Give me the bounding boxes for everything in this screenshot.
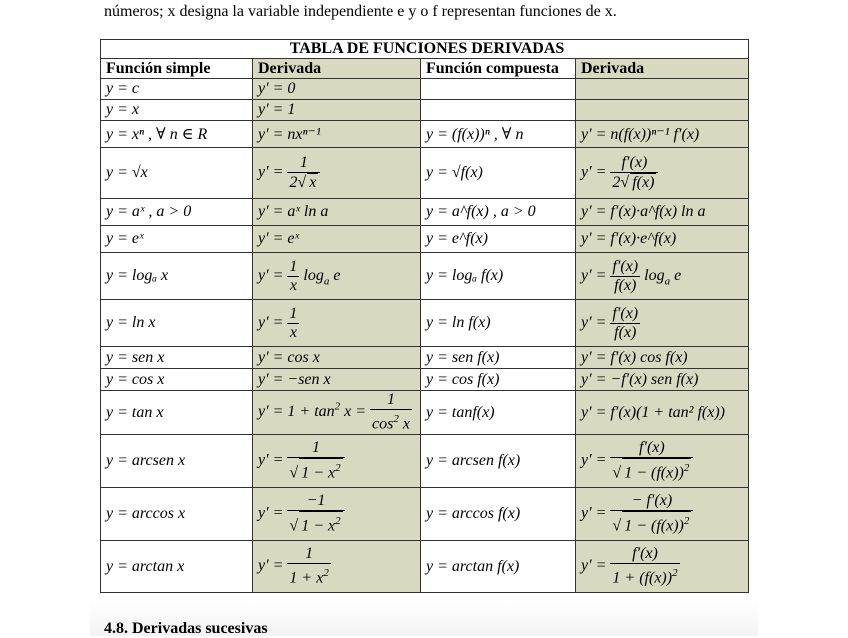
table-row [101, 391, 749, 435]
simple-function-cell: y = sen x [101, 347, 253, 369]
header-derivative: Derivada [253, 59, 421, 79]
simple-function-cell: y = eˣ [101, 226, 253, 253]
composite-function-cell: y = √f(x) [421, 148, 576, 199]
composite-function-cell: y = sen f(x) [421, 347, 576, 369]
table-body [101, 79, 749, 593]
header-simple-function: Función simple [101, 59, 253, 79]
derivative-cell: y′ = 1 [253, 100, 421, 121]
derivative-cell: y′ = $\frac{-1}{√ 1 - x^2}$ [253, 488, 421, 541]
table-row [101, 121, 749, 148]
simple-function-cell: y = x [101, 100, 253, 121]
composite-function-cell [421, 100, 576, 121]
intro-text: números; x designa la variable independiente e y o f representan funciones de x. [104, 3, 617, 20]
table-row [101, 79, 749, 100]
header-composite-derivative: Derivada [576, 59, 749, 79]
simple-function-cell: y = arctan x [101, 541, 253, 593]
derivative-cell: y′ = $\frac{1}{x}$ $\log_a e$ [253, 253, 421, 300]
table-title: TABLA DE FUNCIONES DERIVADAS [101, 40, 749, 59]
composite-function-cell: y = arcsen f(x) [421, 435, 576, 488]
derivative-cell: y′ = $\frac{1}{1 + x^2}$ [253, 541, 421, 593]
composite-derivative-cell: y′ = −f′(x) sen f(x) [576, 369, 749, 391]
table-row [101, 253, 749, 300]
simple-function-cell: y = arccos x [101, 488, 253, 541]
composite-function-cell: y = arccos f(x) [421, 488, 576, 541]
table-row [101, 300, 749, 347]
derivative-cell: y′ = eˣ [253, 226, 421, 253]
derivative-cell: y′ = cos x [253, 347, 421, 369]
simple-function-cell: y = √x [101, 148, 253, 199]
derivative-cell: y′ = aˣ ln a [253, 199, 421, 226]
composite-derivative-cell: y′ = $\frac{f'(x)}{√ 1 - (f(x))^2}$ [576, 435, 749, 488]
composite-function-cell: y = ln f(x) [421, 300, 576, 347]
derivative-cell: y′ = −sen x [253, 369, 421, 391]
simple-function-cell: y = logₐ x [101, 253, 253, 300]
simple-function-cell: y = cos x [101, 369, 253, 391]
composite-derivative-cell: y′ = $\frac{f'(x)}{f(x)}$ [576, 300, 749, 347]
composite-function-cell: y = cos f(x) [421, 369, 576, 391]
composite-function-cell [421, 79, 576, 100]
simple-function-cell: y = aˣ , a > 0 [101, 199, 253, 226]
table-row [101, 199, 749, 226]
composite-derivative-cell: y′ = $\frac{- f'(x)}{√ 1 - (f(x))^2}$ [576, 488, 749, 541]
composite-derivative-cell: y′ = $\frac{f'(x)}{2√ f(x)}$ [576, 148, 749, 199]
composite-function-cell: y = arctan f(x) [421, 541, 576, 593]
composite-function-cell: y = a^f(x) , a > 0 [421, 199, 576, 226]
derivatives-table [100, 39, 749, 593]
table-row [101, 226, 749, 253]
composite-derivative-cell: y′ = f′(x) cos f(x) [576, 347, 749, 369]
composite-function-cell: y = logₐ f(x) [421, 253, 576, 300]
composite-derivative-cell: y′ = f′(x)(1 + tan² f(x)) [576, 391, 749, 435]
simple-function-cell: y = tan x [101, 391, 253, 435]
header-composite-function: Función compuesta [421, 59, 576, 79]
table-row [101, 347, 749, 369]
simple-function-cell: y = arcsen x [101, 435, 253, 488]
composite-derivative-cell [576, 100, 749, 121]
simple-function-cell: y = c [101, 79, 253, 100]
simple-function-cell: y = xⁿ , ∀ n ∈ R [101, 121, 253, 148]
table-row [101, 488, 749, 541]
table-row [101, 541, 749, 593]
composite-derivative-cell: y′ = n(f(x))ⁿ⁻¹ f′(x) [576, 121, 749, 148]
composite-derivative-cell: y′ = f′(x)·e^f(x) [576, 226, 749, 253]
derivative-cell: y′ = $\frac{1}{x}$ [253, 300, 421, 347]
simple-function-cell: y = ln x [101, 300, 253, 347]
composite-function-cell: y = tanf(x) [421, 391, 576, 435]
composite-function-cell: y = e^f(x) [421, 226, 576, 253]
derivative-cell: y′ = $\frac{1}{2√ x}$ [253, 148, 421, 199]
composite-derivative-cell: y′ = f′(x)·a^f(x) ln a [576, 199, 749, 226]
table-row [101, 148, 749, 199]
table-row [101, 435, 749, 488]
composite-derivative-cell: y′ = $\frac{f'(x)}{1 + (f(x))^2}$ [576, 541, 749, 593]
section-heading: 4.8. Derivadas sucesivas [104, 620, 268, 637]
composite-derivative-cell: y′ = $\frac{f'(x)}{f(x)}$ $\log_a e$ [576, 253, 749, 300]
derivative-cell: y′ = 0 [253, 79, 421, 100]
derivative-cell: y′ = nxⁿ⁻¹ [253, 121, 421, 148]
derivative-cell: $y' = 1 + \tan^2 x$ = $\frac{1}{\cos^2 x}$ [253, 391, 421, 435]
composite-derivative-cell [576, 79, 749, 100]
table-row [101, 100, 749, 121]
composite-function-cell: y = (f(x))ⁿ , ∀ n [421, 121, 576, 148]
table-row [101, 369, 749, 391]
derivative-cell: y′ = $\frac{1}{√ 1 - x^2}$ [253, 435, 421, 488]
